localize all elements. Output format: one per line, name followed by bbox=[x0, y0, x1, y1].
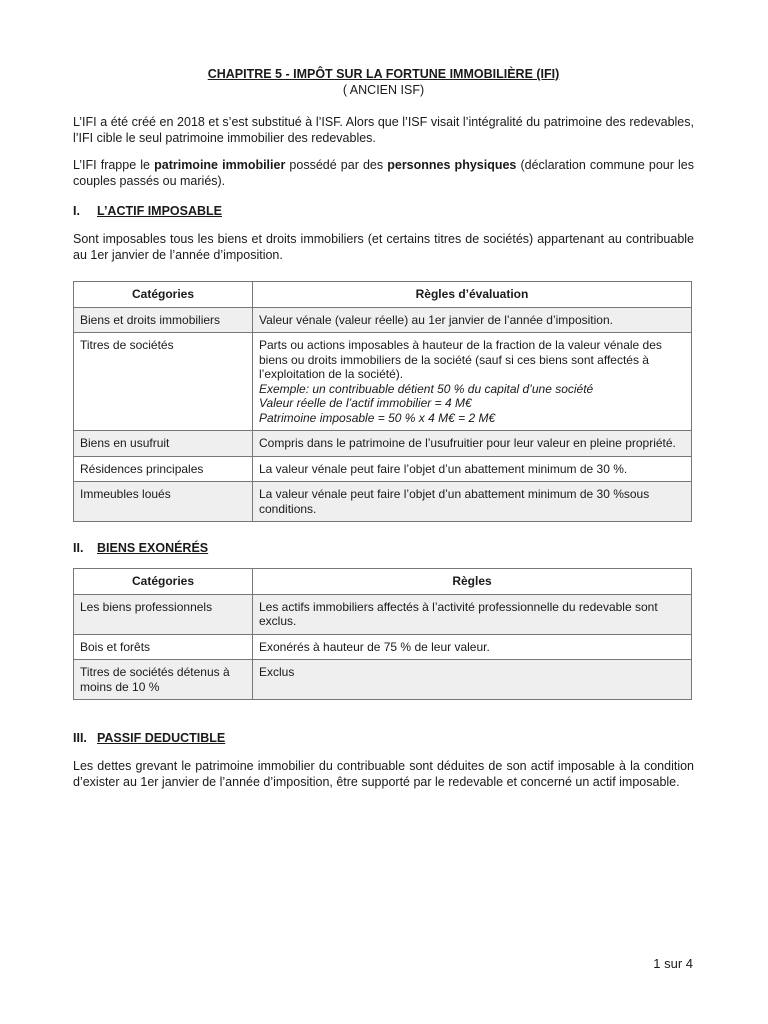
table-row bbox=[74, 333, 692, 431]
example-line: Exemple: un contribuable détient 50 % du capital d’une société bbox=[259, 381, 594, 396]
example-line: Valeur réelle de l’actif immobilier = 4 M€ bbox=[259, 396, 472, 410]
table-header-row bbox=[74, 282, 692, 308]
table-cell-category: Biens en usufruit bbox=[74, 431, 253, 457]
table-row bbox=[74, 634, 692, 660]
table-cell-rule: La valeur vénale peut faire l’objet d’un abattement minimum de 30 %. bbox=[253, 456, 692, 482]
table-header-cell: Règles bbox=[253, 569, 692, 595]
intro-bold-term: patrimoine immobilier bbox=[154, 158, 286, 172]
table-cell-rule: Valeur vénale (valeur réelle) au 1er janvier de l’année d’imposition. bbox=[253, 307, 692, 333]
document-page bbox=[73, 66, 694, 801]
table-cell-category: Résidences principales bbox=[74, 456, 253, 482]
intro-text: L’IFI frappe le bbox=[73, 158, 155, 172]
table-cell-rule bbox=[253, 333, 692, 431]
table-cell-rule: Compris dans le patrimoine de l’usufruitier pour leur valeur en pleine propriété. bbox=[253, 431, 692, 457]
section-title: L’ACTIF IMPOSABLE bbox=[97, 204, 222, 218]
table-header-cell: Catégories bbox=[74, 569, 253, 595]
table-cell-category: Biens et droits immobiliers bbox=[74, 307, 253, 333]
table-cell-category: Titres de sociétés bbox=[74, 333, 253, 431]
table-row bbox=[74, 431, 692, 457]
table-row bbox=[74, 594, 692, 634]
table-row bbox=[74, 307, 692, 333]
table-row bbox=[74, 482, 692, 522]
intro-bold-term: personnes physiques bbox=[387, 158, 517, 172]
intro-paragraph-1: L’IFI a été créé en 2018 et s’est substitué à l’ISF. Alors que l’ISF visait l’intégralité du patrimoine des redevables, l’IFI cible le seul patrimoine immobilier des redevables. bbox=[73, 115, 694, 145]
rule-text: Parts ou actions imposables à hauteur de la fraction de la valeur vénale des biens ou droits immobiliers de la société (sauf si ces biens sont affectés à l’exploitation de la société). bbox=[259, 338, 662, 381]
page-number: 1 sur 4 bbox=[653, 956, 693, 971]
table-cell-category: Les biens professionnels bbox=[74, 594, 253, 634]
table-actif-imposable bbox=[73, 281, 692, 522]
section-paragraph-passif: Les dettes grevant le patrimoine immobilier du contribuable sont déduites de son actif imposable à la condition d’exister au 1er janvier de l’année d’imposition, être supporté par le redevable et concerné un actif imposable. bbox=[73, 759, 694, 789]
chapter-title: CHAPITRE 5 - IMPÔT SUR LA FORTUNE IMMOBILIÈRE (IFI) bbox=[207, 67, 560, 81]
section-heading-passif bbox=[73, 730, 694, 746]
section-number: I. bbox=[73, 204, 80, 218]
example-line: Patrimoine imposable = 50 % x 4 M€ = 2 M€ bbox=[259, 410, 496, 425]
table-row bbox=[74, 456, 692, 482]
table-header-cell: Catégories bbox=[74, 282, 253, 308]
section-number: III. bbox=[73, 731, 87, 745]
section-title: BIENS EXONÉRÉS bbox=[97, 541, 209, 555]
table-row bbox=[74, 660, 692, 700]
section-paragraph-actif: Sont imposables tous les biens et droits immobiliers (et certains titres de sociétés) appartenant au contribuable au 1er janvier de l’année d’imposition. bbox=[73, 232, 694, 262]
table-cell-rule: Exonérés à hauteur de 75 % de leur valeur. bbox=[253, 634, 692, 660]
intro-text: possédé par des bbox=[285, 158, 388, 172]
table-header-cell: Règles d’évaluation bbox=[253, 282, 692, 308]
intro-paragraph-2 bbox=[73, 157, 694, 189]
section-number: II. bbox=[73, 541, 84, 555]
table-cell-category: Immeubles loués bbox=[74, 482, 253, 522]
section-heading-actif bbox=[73, 203, 694, 219]
table-cell-category: Bois et forêts bbox=[74, 634, 253, 660]
intro-text: (déclaration commune pour les couples passés ou mariés). bbox=[73, 158, 694, 188]
table-header-row bbox=[74, 569, 692, 595]
section-title: PASSIF DEDUCTIBLE bbox=[97, 731, 226, 745]
table-cell-rule: Les actifs immobiliers affectés à l’activité professionnelle du redevable sont exclus. bbox=[253, 594, 692, 634]
table-cell-rule: Exclus bbox=[253, 660, 692, 700]
table-cell-rule: La valeur vénale peut faire l’objet d’un abattement minimum de 30 %sous conditions. bbox=[253, 482, 692, 522]
section-heading-exoneres bbox=[73, 540, 694, 556]
table-biens-exoneres bbox=[73, 568, 692, 700]
table-cell-category: Titres de sociétés détenus à moins de 10 % bbox=[74, 660, 253, 700]
chapter-subtitle: ( ANCIEN ISF) bbox=[342, 83, 425, 97]
